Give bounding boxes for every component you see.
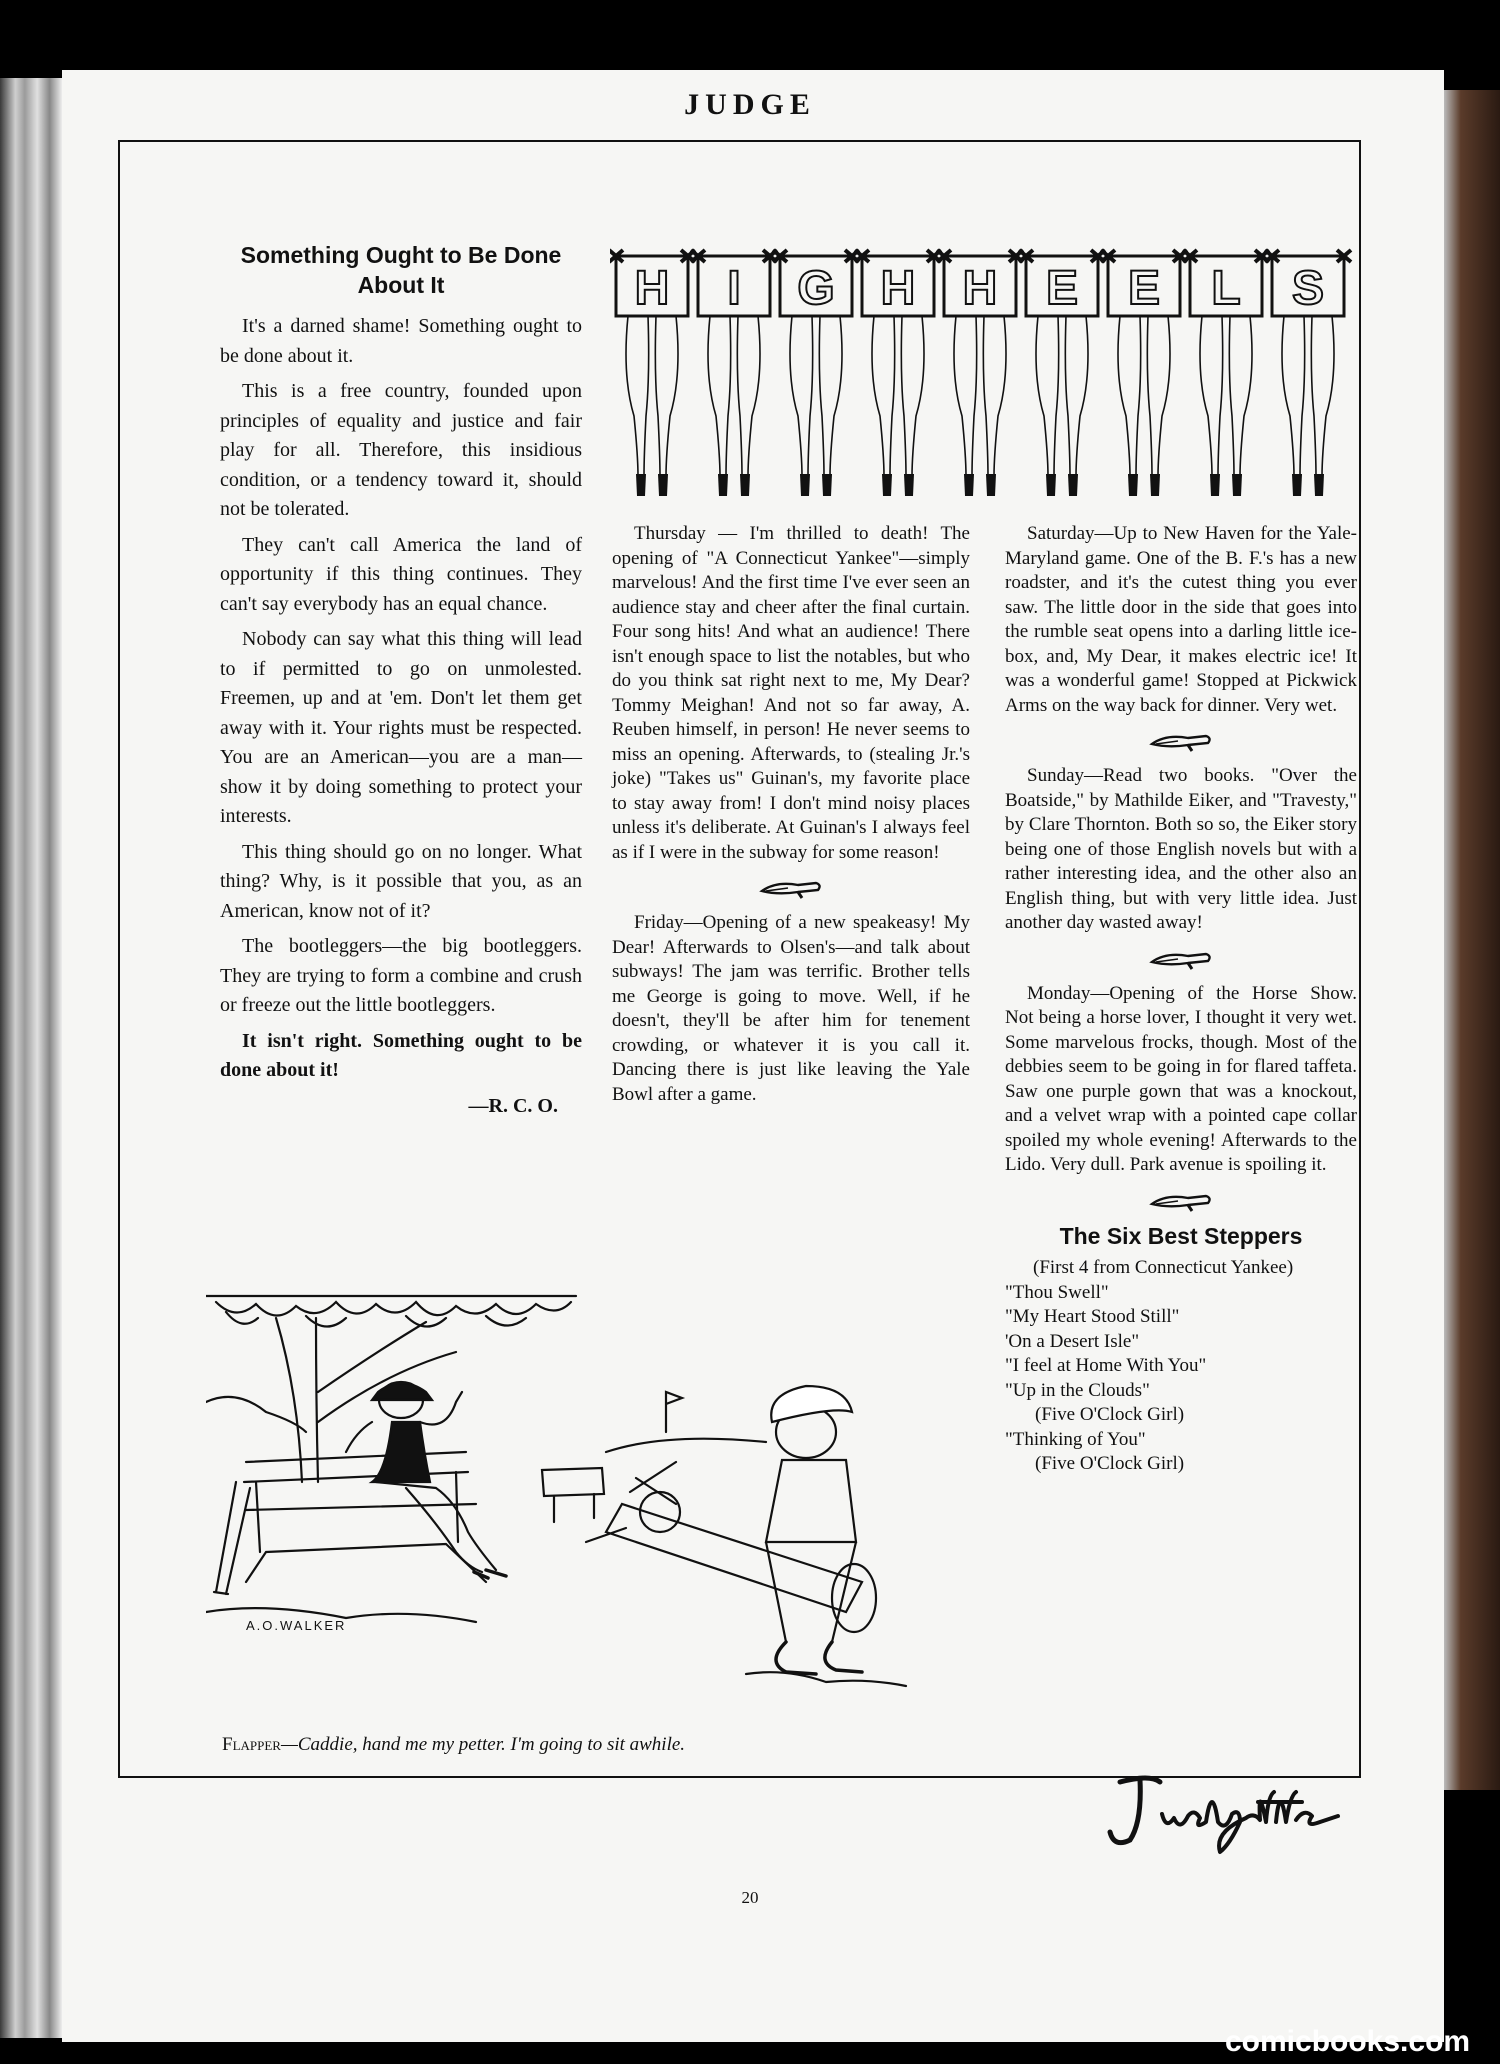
high-heel-shoe-icon — [1292, 474, 1302, 496]
letter-card — [937, 250, 1023, 496]
high-heel-shoe-icon — [1046, 474, 1056, 496]
steppers-item: "Thinking of You" — [1005, 1428, 1146, 1450]
legs-drawing — [872, 316, 924, 476]
high-heel-shoe-icon — [986, 474, 996, 496]
legs-drawing — [626, 316, 678, 476]
legs-drawing — [1036, 316, 1088, 476]
title-letter: H — [634, 262, 670, 315]
diary-column-middle — [612, 522, 970, 1107]
legs-drawing — [1118, 316, 1170, 476]
diary-sunday: Sunday—Read two books. "Over the Boatside," by Mathilde Eiker, and "Travesty," by Clare Thornton. Both so so, the Eiker story being one of those English novels but with a rather interesting idea, and the other also an English thing, but with very little idea. Just another day wasted away! — [1005, 765, 1357, 933]
title-letter: L — [1211, 262, 1241, 315]
letter-card — [1019, 250, 1105, 496]
letter-card — [1101, 250, 1187, 496]
high-heel-shoe-icon — [658, 474, 668, 496]
title-letter: E — [1045, 262, 1079, 315]
judgette-signature — [1090, 1752, 1360, 1862]
golf-cartoon-illustration — [206, 1282, 986, 1712]
diary-saturday: Saturday—Up to New Haven for the Yale-Maryland game. One of the B. F.'s has a new roadster, and it's the cutest thing you ever saw. The little door in the side that goes into the rumble seat opens into a darling little ice-box, and, My Dear, it makes electric ice! It was a wonderful game! Stopped at Pickwick Arms on the way back for dinner. Very wet. — [1005, 523, 1357, 716]
high-heel-shoe-icon — [1150, 474, 1160, 496]
high-heel-shoe-icon — [904, 474, 914, 496]
high-heel-shoe-icon — [1314, 474, 1324, 496]
high-heel-shoe-icon — [740, 474, 750, 496]
steppers-item: "Thou Swell" — [1005, 1281, 1109, 1303]
steppers-title: The Six Best Steppers — [1059, 1222, 1303, 1249]
diary-column-right — [1005, 522, 1357, 1477]
title-letter: H — [962, 262, 998, 315]
high-heel-shoe-icon — [822, 474, 832, 496]
steppers-item: 'On a Desert Isle" — [1005, 1330, 1140, 1352]
high-heel-shoe-icon — [964, 474, 974, 496]
article-paragraph: Nobody can say what this thing will lead to if permitted to go on unmolested. Freemen, up and at 'em. Don't let them get away with it. Your rights must be respected. You are an American—you are a man—show it by doing something to protect your interests. — [220, 628, 582, 827]
diary-friday: Friday—Opening of a new speakeasy! My Dear! Afterwards to Olsen's—and talk about subways! The jam was terrific. Brother tells me George is going to move. Well, if he doesn't, they'll be after him for tenement crowding, or whatever it is you call it. Dancing there is just like leaving the Yale Bowl after a game. — [612, 912, 970, 1105]
high-heel-shoe-icon — [1128, 474, 1138, 496]
article-paragraph: This is a free country, founded upon principles of equality and justice and fair play for all. Therefore, this insidious condition, or a tendency toward it, should not be tolerated. — [220, 380, 582, 520]
shoe-ornament-icon — [1148, 948, 1214, 970]
letter-card — [610, 250, 695, 496]
legs-drawing — [1282, 316, 1334, 476]
high-heels-title-art — [610, 246, 1355, 516]
article-paragraph: It isn't right. Something ought to be done about it! — [220, 1029, 582, 1081]
title-letter: G — [797, 262, 835, 315]
shoe-ornament-icon — [1148, 1190, 1214, 1212]
high-heel-shoe-icon — [1232, 474, 1242, 496]
caption-speaker: Flapper — [222, 1734, 281, 1755]
title-letter: S — [1291, 262, 1325, 315]
left-article — [220, 240, 582, 1121]
steppers-item: "Up in the Clouds" — [1005, 1379, 1150, 1401]
diary-monday: Monday—Opening of the Horse Show. Not being a horse lover, I thought it very wet. Some marvelous frocks, though. Most of the debbies seem to be going in for flared taffeta. Saw one purple gown that was a knockout, and a velvet wrap with a pointed cape collar spoiled my whole evening! Afterwards to the Lido. Very dull. Park avenue is spoiling it. — [1005, 982, 1357, 1175]
diary-thursday: Thursday — I'm thrilled to death! The opening of "A Connecticut Yankee"—simply marvelous! And the first time I've ever seen an audience stay and cheer after the final curtain. Four song hits! And what an audience! There isn't enough space to list the notables, but who do you think sat right next to me, My Dear? Tommy Meighan! And not so far away, A. Reuben himself, in person! He never seems to miss an opening. Afterwards, to (stealing Jr.'s joke) "Takes us" Guinan's, my favorite place to stay away from! I don't mind noisy places unless it's deliberate. At Guinan's I always feel as if I were in the subway for some reason! — [612, 523, 970, 863]
shoe-ornament-icon — [758, 877, 824, 899]
caption-text: —Caddie, hand me my petter. I'm going to sit awhile. — [280, 1734, 686, 1755]
artist-credit: A.O.WALKER — [246, 1618, 347, 1633]
legs-drawing — [1200, 316, 1252, 476]
high-heel-shoe-icon — [718, 474, 728, 496]
letter-card — [1265, 250, 1351, 496]
article-title: Something Ought to Be Done About It — [240, 242, 562, 298]
masthead: JUDGE — [684, 88, 816, 121]
source-watermark: comicbooks.com — [1225, 2025, 1471, 2058]
article-paragraph: It's a darned shame! Something ought to be done about it. — [220, 315, 582, 367]
letter-card — [855, 250, 941, 496]
article-paragraph: This thing should go on no longer. What thing? Why, is it possible that you, as an American, know not of it? — [220, 840, 582, 922]
steppers-item: "I feel at Home With You" — [1005, 1355, 1207, 1376]
steppers-item: "My Heart Stood Still" — [1005, 1306, 1180, 1327]
book-spine-edge — [0, 78, 62, 2038]
shoe-ornament-icon — [1148, 730, 1214, 752]
letter-card — [1183, 250, 1269, 496]
article-paragraph: The bootleggers—the big bootleggers. They are trying to form a combine and crush or freeze out the little bootleggers. — [220, 935, 582, 1016]
page-number: 20 — [741, 1888, 759, 1907]
article-signature: —R. C. O. — [468, 1094, 558, 1117]
high-heel-shoe-icon — [882, 474, 892, 496]
steppers-item: (Five O'Clock Girl) — [1035, 1404, 1185, 1425]
title-letter: H — [880, 262, 916, 315]
legs-drawing — [790, 316, 842, 476]
steppers-item: (Five O'Clock Girl) — [1035, 1453, 1185, 1474]
letter-card — [773, 250, 859, 496]
steppers-item: (First 4 from Connecticut Yankee) — [1033, 1257, 1294, 1278]
facing-page-edge — [1444, 90, 1500, 1790]
high-heel-shoe-icon — [800, 474, 810, 496]
article-paragraph: They can't call America the land of opportunity if this thing continues. They can't say everybody has an equal chance. — [220, 533, 582, 615]
high-heel-shoe-icon — [1210, 474, 1220, 496]
letter-card — [691, 250, 777, 496]
legs-drawing — [954, 316, 1006, 476]
high-heel-shoe-icon — [636, 474, 646, 496]
high-heel-shoe-icon — [1068, 474, 1078, 496]
title-letter: I — [727, 262, 741, 315]
legs-drawing — [708, 316, 760, 476]
title-letter: E — [1127, 262, 1161, 315]
cartoon-caption — [222, 1732, 692, 1757]
